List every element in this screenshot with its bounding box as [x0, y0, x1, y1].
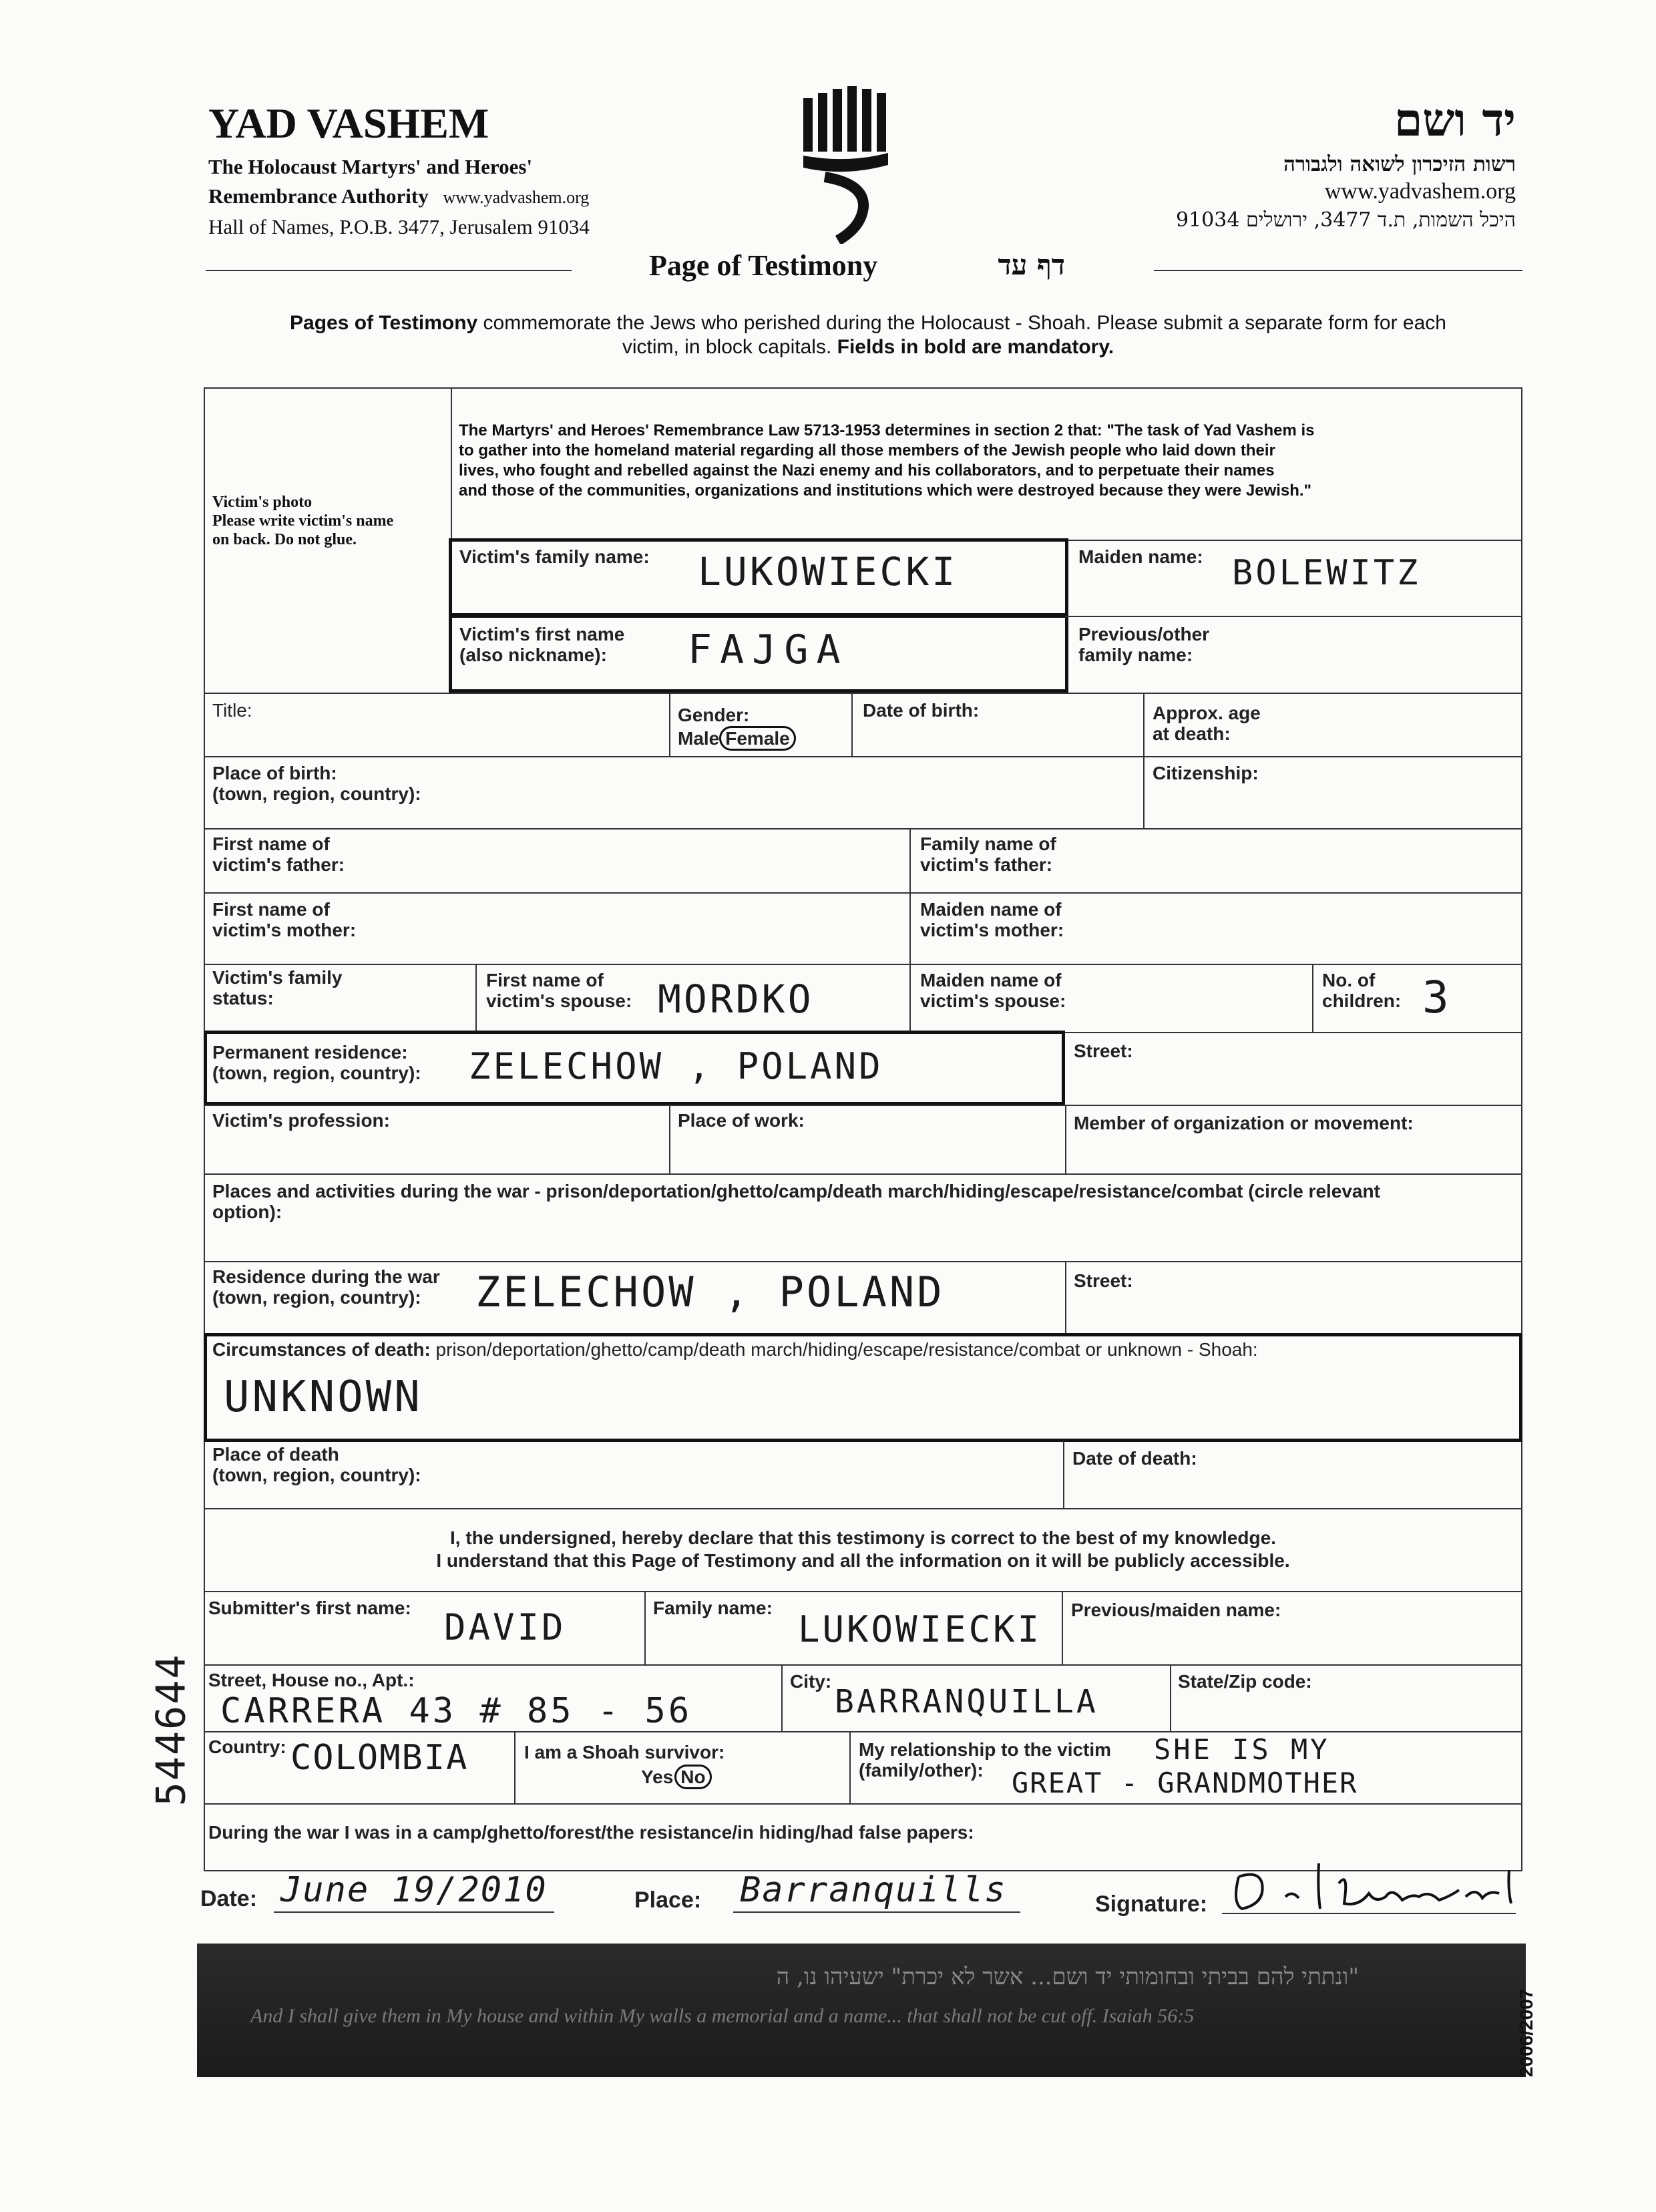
- law-line: The Martyrs' and Heroes' Remembrance Law 5713-1953 determines in section 2 that: "The task of Yad Vashem is: [459, 421, 1315, 439]
- res-war-label-1: Residence during the war: [212, 1266, 440, 1287]
- survivor-label: I am a Shoah survivor:: [524, 1742, 725, 1763]
- children-label-2: children:: [1322, 990, 1402, 1011]
- first-name-value[interactable]: FAJGA: [688, 626, 849, 673]
- form-code: 2006/2007: [1516, 1988, 1536, 2077]
- circ-death-label: [212, 1339, 1258, 1360]
- rule: [204, 1803, 1522, 1805]
- mother-first-label: [212, 899, 356, 940]
- first-name-label-2: (also nickname):: [459, 644, 607, 665]
- header-rule-left: [206, 270, 572, 271]
- circ-death-value[interactable]: UNKNOWN: [224, 1372, 423, 1422]
- during-war-label: During the war I was in a camp/ghetto/forest/the resistance/in hiding/had false papers:: [208, 1822, 974, 1843]
- date-line: [274, 1911, 554, 1913]
- family-name-label: Victim's family name:: [459, 546, 650, 567]
- maiden-name-value[interactable]: BOLEWITZ: [1232, 553, 1421, 593]
- rule: [204, 693, 1522, 694]
- spouse-first-value[interactable]: MORDKO: [658, 976, 814, 1022]
- age-label-2: at death:: [1153, 723, 1231, 744]
- org-subtitle-en-1: The Holocaust Martyrs' and Heroes': [208, 155, 533, 178]
- father-family-label-2: victim's father:: [920, 854, 1053, 875]
- mother-first-label-1: First name of: [212, 899, 330, 920]
- sub-prev-label: Previous/maiden name:: [1071, 1600, 1281, 1620]
- gender-female-text: Female: [725, 728, 790, 749]
- res-war-value[interactable]: ZELECHOW , POLAND: [475, 1268, 945, 1316]
- first-name-label-1: Victim's first name: [459, 624, 625, 644]
- pod-label-1: Place of death: [212, 1444, 339, 1465]
- pob-label-2: (town, region, country):: [212, 783, 421, 804]
- rule: [204, 1105, 1522, 1106]
- sub-street-label: Street, House no., Apt.:: [208, 1670, 415, 1690]
- gender-label: Gender:: [678, 705, 750, 725]
- rule: [1170, 1664, 1171, 1731]
- rule: [1312, 964, 1313, 1032]
- dod-label: Date of death:: [1072, 1448, 1197, 1469]
- spouse-maiden-label-1: Maiden name of: [920, 970, 1062, 990]
- law-line: and those of the communities, organizations and institutions which were destroyed because they were Jewish.": [459, 482, 1311, 500]
- org-subtitle-en-2-text: Remembrance Authority: [208, 184, 429, 208]
- children-label: [1322, 970, 1401, 1011]
- family-status-label-2: status:: [212, 988, 274, 1008]
- gender-male-option[interactable]: Male: [678, 728, 720, 749]
- signature-label: Signature:: [1095, 1891, 1208, 1917]
- perm-res-value[interactable]: ZELECHOW , POLAND: [469, 1045, 883, 1087]
- maiden-name-label: Maiden name:: [1078, 546, 1203, 567]
- org-subtitle-he: רשות הזיכרון לשואה ולגבורה: [1283, 152, 1516, 176]
- date-label: Date:: [200, 1886, 258, 1911]
- address-he: היכל השמות, ת.ד 3477, ירושלים 91034: [1175, 208, 1516, 232]
- rule: [204, 1508, 1522, 1509]
- website-he: www.yadvashem.org: [1324, 179, 1516, 204]
- declaration: [204, 1527, 1522, 1572]
- place-value[interactable]: Barranquills: [740, 1870, 1007, 1910]
- footer-quote-en: And I shall give them in My house and within My walls a memorial and a name... that shall not be cut off. Isaiah 56:5: [250, 2005, 1195, 2027]
- rule: [1065, 1032, 1522, 1033]
- prev-family-label-2: family name:: [1078, 644, 1193, 665]
- rule: [475, 964, 477, 1032]
- perm-res-label-1: Permanent residence:: [212, 1042, 408, 1063]
- spouse-maiden-label: [920, 970, 1066, 1011]
- sub-country-label: Country:: [208, 1736, 286, 1757]
- rule: [204, 756, 1522, 757]
- age-label: [1153, 703, 1261, 744]
- father-first-label-1: First name of: [212, 834, 330, 854]
- rule: [1062, 1591, 1063, 1664]
- signature-drawing: [1225, 1857, 1532, 1930]
- declaration-line-2: I understand that this Page of Testimony and all the information on it will be publicly accessible.: [436, 1550, 1290, 1571]
- dob-label: Date of birth:: [863, 700, 980, 721]
- intro-text-1: commemorate the Jews who perished during the Holocaust - Shoah. Please submit a separate form for each: [477, 312, 1446, 334]
- rule: [909, 828, 911, 1032]
- website-en: www.yadvashem.org: [443, 188, 590, 207]
- father-first-label: [212, 834, 345, 875]
- circ-death-label-rest: prison/deportation/ghetto/camp/death march/hiding/escape/resistance/combat or unknown - Shoah:: [430, 1339, 1258, 1360]
- place-of-work-label: Place of work:: [678, 1110, 805, 1131]
- margin-number: 544644: [148, 1653, 195, 1807]
- header-rule-right: [1154, 270, 1522, 271]
- footer-band: [197, 1944, 1526, 2077]
- rule: [1065, 540, 1522, 541]
- sub-family-label: Family name:: [653, 1598, 773, 1618]
- spouse-first-label-1: First name of: [486, 970, 604, 990]
- places-war-label-1: Places and activities during the war - prison/deportation/ghetto/camp/death march/hiding/escape/resistance/combat (circle relevant: [212, 1181, 1380, 1202]
- rule: [669, 1105, 670, 1173]
- date-value[interactable]: June 19/2010: [280, 1870, 548, 1910]
- intro-text-2: victim, in block capitals.: [622, 336, 837, 358]
- relationship-label-2: (family/other):: [859, 1760, 984, 1781]
- page-title-en: Page of Testimony: [649, 249, 878, 282]
- mother-maiden-label-2: victim's mother:: [920, 920, 1064, 940]
- intro-bold-2: Fields in bold are mandatory.: [837, 336, 1114, 358]
- father-family-label-1: Family name of: [920, 834, 1056, 854]
- rule: [204, 1261, 1522, 1262]
- place-label: Place:: [634, 1887, 702, 1913]
- father-family-label: [920, 834, 1056, 875]
- rule: [204, 964, 1522, 965]
- rule: [849, 1731, 851, 1803]
- spouse-maiden-label-2: victim's spouse:: [920, 990, 1066, 1011]
- family-status-label-1: Victim's family: [212, 967, 343, 988]
- rule: [669, 693, 670, 756]
- family-name-value[interactable]: LUKOWIECKI: [698, 549, 958, 594]
- address-en: Hall of Names, P.O.B. 3477, Jerusalem 91034: [208, 215, 590, 238]
- photo-line: Please write victim's name: [212, 512, 394, 530]
- sub-first-value[interactable]: DAVID: [444, 1606, 566, 1648]
- page-title-he: דף עד: [998, 248, 1065, 281]
- intro-bold-1: Pages of Testimony: [290, 312, 478, 334]
- perm-res-label: [212, 1042, 421, 1083]
- rule: [1065, 616, 1522, 617]
- spouse-first-label-2: victim's spouse:: [486, 990, 632, 1011]
- pob-label: [212, 763, 421, 804]
- relationship-value-1[interactable]: SHE IS MY: [1154, 1733, 1330, 1766]
- mother-first-label-2: victim's mother:: [212, 920, 357, 940]
- photo-line: Victim's photo: [212, 494, 313, 511]
- rule: [514, 1731, 515, 1803]
- pod-label-2: (town, region, country):: [212, 1465, 421, 1485]
- rule: [204, 1173, 1522, 1175]
- org-subtitle-en-2: [208, 182, 589, 212]
- prev-family-label-1: Previous/other: [1078, 624, 1210, 644]
- survivor-no-text: No: [680, 1767, 706, 1787]
- relationship-label-1: My relationship to the victim: [859, 1739, 1112, 1760]
- children-label-1: No. of: [1322, 970, 1376, 990]
- spouse-first-label: [486, 970, 632, 1011]
- rule: [1065, 1105, 1066, 1173]
- street2-label: Street:: [1074, 1270, 1133, 1291]
- survivor-yes-option[interactable]: Yes: [641, 1767, 674, 1787]
- rule: [781, 1664, 783, 1731]
- family-status-label: [212, 967, 342, 1008]
- rule: [644, 1591, 646, 1664]
- rule: [1063, 1441, 1064, 1509]
- title-label: Title:: [212, 700, 252, 721]
- res-war-label-2: (town, region, country):: [212, 1287, 421, 1308]
- footer-quote-he: "ונתתי להם בביתי ובחומותי יד ושם... אשר לא יכרת" ישעיהו נו, ה: [776, 1964, 1359, 1990]
- sub-city-label: City:: [790, 1671, 832, 1692]
- sub-state-label: State/Zip code:: [1178, 1671, 1312, 1692]
- places-war-label-2: option):: [212, 1202, 282, 1222]
- age-label-1: Approx. age: [1153, 703, 1261, 723]
- rule: [204, 892, 1522, 894]
- member-label: Member of organization or movement:: [1074, 1113, 1414, 1133]
- sub-country-value[interactable]: COLOMBIA: [290, 1738, 469, 1778]
- menorah-logo-icon: [798, 83, 898, 244]
- rule: [204, 1591, 1522, 1592]
- photo-line: on back. Do not glue.: [212, 531, 357, 548]
- survivor-no-option[interactable]: [674, 1765, 711, 1789]
- places-war-label: [212, 1181, 1514, 1222]
- res-war-label: [212, 1266, 440, 1308]
- rule: [204, 1664, 1522, 1666]
- street-label: Street:: [1074, 1041, 1133, 1061]
- rule: [1065, 1261, 1066, 1333]
- photo-placeholder: [212, 493, 393, 549]
- gender-options[interactable]: [678, 728, 796, 749]
- pod-label: [212, 1444, 421, 1485]
- survivor-options[interactable]: [641, 1767, 712, 1787]
- org-name-en: YAD VASHEM: [208, 100, 489, 147]
- rule: [1143, 693, 1145, 830]
- law-text: [459, 421, 1514, 501]
- law-line: to gather into the homeland material regarding all those members of the Jewish people who laid down their: [459, 441, 1275, 459]
- mother-maiden-label-1: Maiden name of: [920, 899, 1062, 920]
- sub-family-value[interactable]: LUKOWIECKI: [798, 1608, 1042, 1650]
- profession-label: Victim's profession:: [212, 1110, 390, 1131]
- prev-family-label: [1078, 624, 1209, 665]
- circ-death-label-bold: Circumstances of death:: [212, 1339, 431, 1360]
- sub-city-value[interactable]: BARRANQUILLA: [835, 1683, 1098, 1720]
- org-name-he: יד ושם: [1394, 94, 1516, 147]
- children-value[interactable]: 3: [1422, 972, 1452, 1023]
- pob-label-1: Place of birth:: [212, 763, 337, 783]
- relationship-value-2[interactable]: GREAT - GRANDMOTHER: [1012, 1767, 1358, 1799]
- rule: [204, 828, 1522, 830]
- sub-first-label: Submitter's first name:: [208, 1598, 411, 1618]
- mother-maiden-label: [920, 899, 1064, 940]
- declaration-line-1: I, the undersigned, hereby declare that this testimony is correct to the best of my knowledge.: [450, 1527, 1276, 1548]
- first-name-label: [459, 624, 624, 665]
- place-line: [733, 1911, 1020, 1913]
- father-first-label-2: victim's father:: [212, 854, 345, 875]
- law-line: lives, who fought and rebelled against the Nazi enemy and his collaborators, and to perpetuate their names: [459, 462, 1275, 480]
- gender-female-option[interactable]: [719, 726, 796, 751]
- intro-text: [214, 311, 1522, 359]
- sub-street-value[interactable]: CARRERA 43 # 85 - 56: [220, 1691, 692, 1731]
- citizenship-label: Citizenship:: [1153, 763, 1259, 783]
- signature-text: David Lukowiecki: [1225, 1919, 1295, 1929]
- rule: [851, 693, 853, 756]
- perm-res-label-2: (town, region, country):: [212, 1063, 421, 1083]
- rule: [204, 1731, 1522, 1732]
